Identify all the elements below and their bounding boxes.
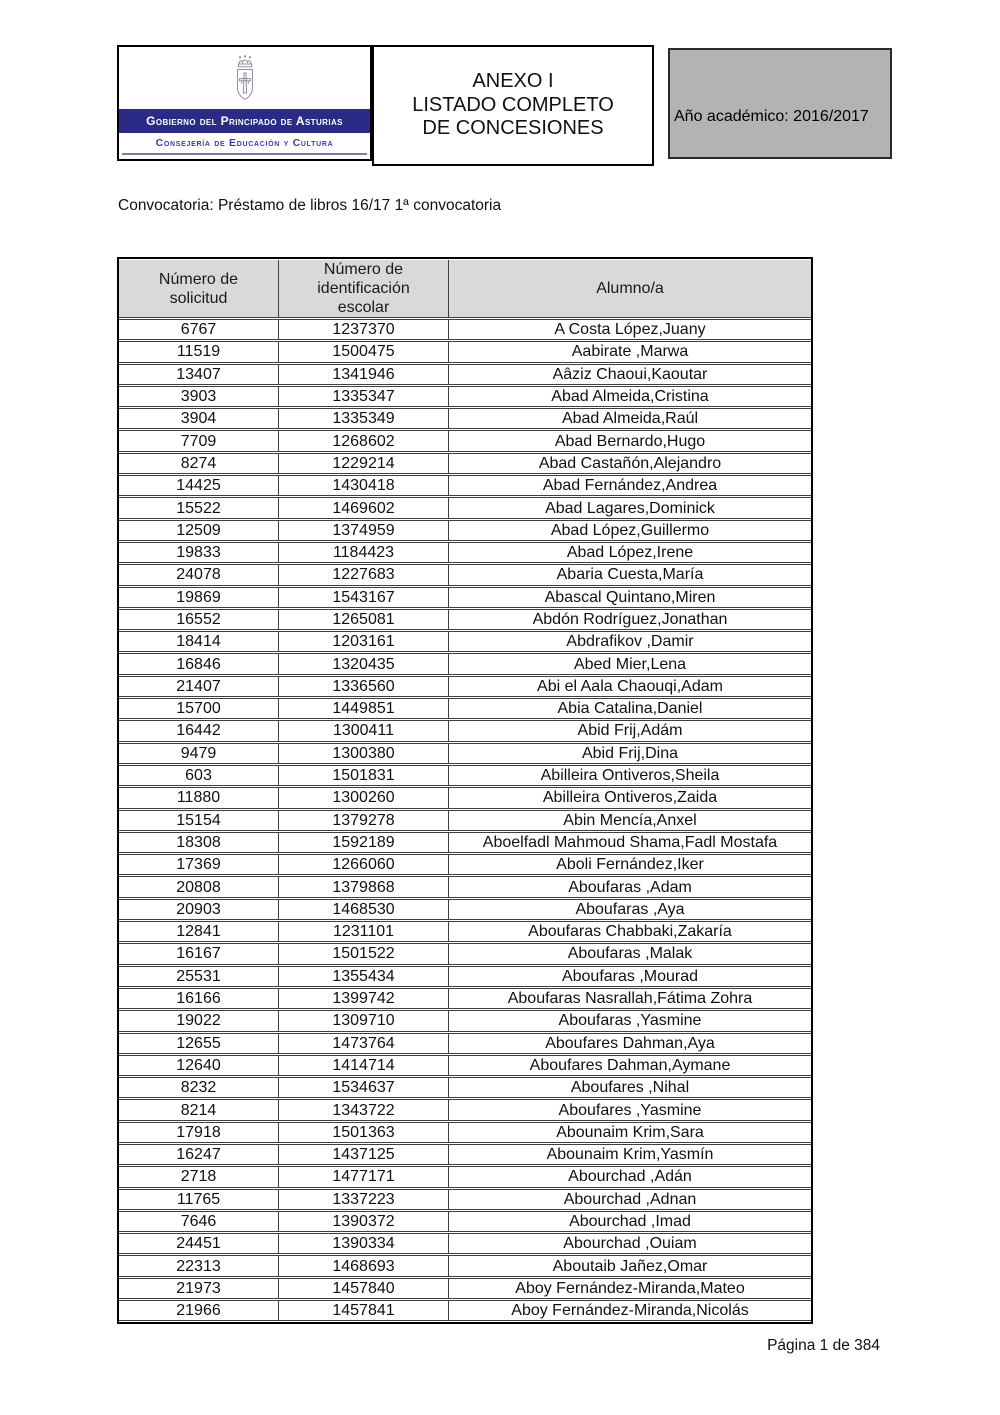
- cell-numero-identificacion: 1237370: [279, 319, 449, 340]
- table-row: [119, 653, 811, 674]
- table-row: [119, 854, 811, 875]
- cell-numero-identificacion: 1309710: [279, 1010, 449, 1031]
- cell-numero-identificacion: 1592189: [279, 832, 449, 853]
- cell-numero-solicitud: 15154: [119, 810, 279, 831]
- col-header-numero-identificacion: Número de identificación escolar: [279, 260, 449, 318]
- cell-alumno: Abounaim Krim,Yasmín: [449, 1144, 811, 1165]
- academic-year-box: [668, 48, 892, 159]
- table-row: [119, 587, 811, 608]
- cell-numero-identificacion: 1501363: [279, 1122, 449, 1143]
- cell-alumno: Abad Castañón,Alejandro: [449, 453, 811, 474]
- cell-alumno: Abourchad ,Imad: [449, 1211, 811, 1232]
- table-row: [119, 408, 811, 429]
- cell-alumno: Abad Fernández,Andrea: [449, 475, 811, 496]
- cell-alumno: Aboufaras ,Yasmine: [449, 1010, 811, 1031]
- cell-numero-identificacion: 1500475: [279, 341, 449, 362]
- table-row: [119, 1033, 811, 1054]
- cell-numero-identificacion: 1501831: [279, 765, 449, 786]
- title-line-listado: LISTADO COMPLETO: [412, 93, 614, 116]
- cell-numero-solicitud: 20808: [119, 876, 279, 897]
- cell-numero-identificacion: 1414714: [279, 1055, 449, 1076]
- cell-alumno: Abourchad ,Adán: [449, 1166, 811, 1187]
- cell-numero-solicitud: 7646: [119, 1211, 279, 1232]
- table-row: [119, 899, 811, 920]
- cell-numero-identificacion: 1437125: [279, 1144, 449, 1165]
- table-row: [119, 1233, 811, 1254]
- cell-alumno: Abourchad ,Ouiam: [449, 1233, 811, 1254]
- cell-alumno: Aboufaras ,Malak: [449, 943, 811, 964]
- cell-alumno: Abed Mier,Lena: [449, 653, 811, 674]
- table-row: [119, 743, 811, 764]
- cell-numero-solicitud: 13407: [119, 364, 279, 385]
- table-row: [119, 966, 811, 987]
- cell-numero-solicitud: 12509: [119, 520, 279, 541]
- cell-numero-identificacion: 1543167: [279, 587, 449, 608]
- cell-numero-solicitud: 22313: [119, 1255, 279, 1276]
- cell-alumno: Aboutaib Jañez,Omar: [449, 1255, 811, 1276]
- cell-numero-identificacion: 1268602: [279, 430, 449, 451]
- cell-numero-solicitud: 11880: [119, 787, 279, 808]
- table-row: [119, 364, 811, 385]
- cell-numero-identificacion: 1399742: [279, 988, 449, 1009]
- cell-alumno: Aboufares Dahman,Aymane: [449, 1055, 811, 1076]
- cell-alumno: Aboy Fernández-Miranda,Nicolás: [449, 1300, 811, 1321]
- cell-numero-identificacion: 1300411: [279, 720, 449, 741]
- cell-numero-identificacion: 1449851: [279, 698, 449, 719]
- cell-numero-identificacion: 1468530: [279, 899, 449, 920]
- table-row: [119, 921, 811, 942]
- cell-numero-solicitud: 11519: [119, 341, 279, 362]
- table-row: [119, 319, 811, 340]
- table-header-row: [119, 260, 811, 318]
- cell-numero-identificacion: 1184423: [279, 542, 449, 563]
- cell-alumno: Aboufaras Nasrallah,Fátima Zohra: [449, 988, 811, 1009]
- table-row: [119, 876, 811, 897]
- cell-numero-identificacion: 1379868: [279, 876, 449, 897]
- cell-alumno: Aabirate ,Marwa: [449, 341, 811, 362]
- table-row: [119, 988, 811, 1009]
- cell-numero-identificacion: 1335349: [279, 408, 449, 429]
- cell-alumno: Abdón Rodríguez,Jonathan: [449, 609, 811, 630]
- cell-alumno: Abilleira Ontiveros,Zaida: [449, 787, 811, 808]
- cell-alumno: Abia Catalina,Daniel: [449, 698, 811, 719]
- table-row: [119, 1122, 811, 1143]
- table-row: [119, 676, 811, 697]
- cell-numero-solicitud: 17918: [119, 1122, 279, 1143]
- convocatoria-line: Convocatoria: Préstamo de libros 16/17 1ª convocatoria: [118, 197, 502, 214]
- cell-alumno: Abaria Cuesta,María: [449, 564, 811, 585]
- cell-numero-solicitud: 6767: [119, 319, 279, 340]
- cell-alumno: Abad López,Guillermo: [449, 520, 811, 541]
- table-row: [119, 386, 811, 407]
- cell-numero-identificacion: 1501522: [279, 943, 449, 964]
- table-row: [119, 1278, 811, 1299]
- cell-numero-solicitud: 20903: [119, 899, 279, 920]
- table-row: [119, 1099, 811, 1120]
- cell-alumno: Aboufaras ,Mourad: [449, 966, 811, 987]
- cell-numero-solicitud: 16846: [119, 653, 279, 674]
- cell-numero-solicitud: 16167: [119, 943, 279, 964]
- cell-alumno: Abad Almeida,Raúl: [449, 408, 811, 429]
- logo-divider: [122, 153, 367, 155]
- cell-numero-solicitud: 8274: [119, 453, 279, 474]
- cell-alumno: Aboufares ,Nihal: [449, 1077, 811, 1098]
- cell-numero-solicitud: 16166: [119, 988, 279, 1009]
- cell-numero-solicitud: 603: [119, 765, 279, 786]
- table-row: [119, 1055, 811, 1076]
- cell-numero-solicitud: 18414: [119, 631, 279, 652]
- cell-alumno: Abad López,Irene: [449, 542, 811, 563]
- cell-numero-identificacion: 1266060: [279, 854, 449, 875]
- cell-numero-solicitud: 24451: [119, 1233, 279, 1254]
- cell-numero-solicitud: 8214: [119, 1099, 279, 1120]
- cell-numero-identificacion: 1229214: [279, 453, 449, 474]
- table-body: [119, 319, 811, 1321]
- cell-numero-solicitud: 15700: [119, 698, 279, 719]
- cell-alumno: Abad Bernardo,Hugo: [449, 430, 811, 451]
- table-row: [119, 453, 811, 474]
- asturias-crest-icon: [232, 54, 258, 106]
- cell-numero-identificacion: 1203161: [279, 631, 449, 652]
- cell-alumno: Aboufares ,Yasmine: [449, 1099, 811, 1120]
- cell-numero-identificacion: 1337223: [279, 1189, 449, 1210]
- table-row: [119, 1211, 811, 1232]
- cell-numero-solicitud: 21973: [119, 1278, 279, 1299]
- table-row: [119, 497, 811, 518]
- cell-numero-solicitud: 2718: [119, 1166, 279, 1187]
- cell-alumno: Aboelfadl Mahmoud Shama,Fadl Mostafa: [449, 832, 811, 853]
- cell-numero-solicitud: 3904: [119, 408, 279, 429]
- cell-numero-solicitud: 14425: [119, 475, 279, 496]
- cell-alumno: Aboufares Dahman,Aya: [449, 1033, 811, 1054]
- cell-alumno: Aboy Fernández-Miranda,Mateo: [449, 1278, 811, 1299]
- cell-numero-identificacion: 1534637: [279, 1077, 449, 1098]
- cell-alumno: Abascal Quintano,Miren: [449, 587, 811, 608]
- title-line-concesiones: DE CONCESIONES: [422, 117, 604, 140]
- cell-alumno: Abid Frij,Dina: [449, 743, 811, 764]
- cell-numero-solicitud: 19869: [119, 587, 279, 608]
- cell-numero-solicitud: 16247: [119, 1144, 279, 1165]
- col-header-numero-solicitud: Número de solicitud: [119, 260, 279, 318]
- cell-numero-identificacion: 1379278: [279, 810, 449, 831]
- cell-numero-solicitud: 19022: [119, 1010, 279, 1031]
- col-header-alumno: Alumno/a: [449, 260, 811, 318]
- cell-numero-identificacion: 1477171: [279, 1166, 449, 1187]
- cell-numero-identificacion: 1320435: [279, 653, 449, 674]
- government-name: Gobierno del Principado de Asturias: [119, 109, 370, 133]
- cell-alumno: Abin Mencía,Anxel: [449, 810, 811, 831]
- table-row: [119, 787, 811, 808]
- table-row: [119, 1255, 811, 1276]
- cell-numero-identificacion: 1336560: [279, 676, 449, 697]
- cell-numero-identificacion: 1457840: [279, 1278, 449, 1299]
- cell-numero-solicitud: 16552: [119, 609, 279, 630]
- cell-alumno: Aboufaras Chabbaki,Zakaría: [449, 921, 811, 942]
- cell-numero-solicitud: 15522: [119, 497, 279, 518]
- cell-numero-solicitud: 8232: [119, 1077, 279, 1098]
- cell-numero-identificacion: 1390334: [279, 1233, 449, 1254]
- table-row: [119, 564, 811, 585]
- table-row: [119, 698, 811, 719]
- cell-numero-solicitud: 12655: [119, 1033, 279, 1054]
- academic-year-label: Año académico: 2016/2017: [674, 107, 869, 125]
- cell-alumno: Abourchad ,Adnan: [449, 1189, 811, 1210]
- cell-numero-identificacion: 1265081: [279, 609, 449, 630]
- cell-numero-identificacion: 1341946: [279, 364, 449, 385]
- cell-alumno: Aboufaras ,Adam: [449, 876, 811, 897]
- cell-numero-solicitud: 24078: [119, 564, 279, 585]
- table-row: [119, 1189, 811, 1210]
- cell-numero-solicitud: 11765: [119, 1189, 279, 1210]
- cell-numero-identificacion: 1469602: [279, 497, 449, 518]
- cell-alumno: Abdrafikov ,Damir: [449, 631, 811, 652]
- page-number: Página 1 de 384: [767, 1337, 880, 1354]
- cell-alumno: Abad Almeida,Cristina: [449, 386, 811, 407]
- cell-numero-identificacion: 1355434: [279, 966, 449, 987]
- cell-numero-solicitud: 21966: [119, 1300, 279, 1321]
- title-line-annex: ANEXO I: [472, 70, 554, 93]
- cell-numero-solicitud: 21407: [119, 676, 279, 697]
- table-row: [119, 1010, 811, 1031]
- cell-numero-identificacion: 1343722: [279, 1099, 449, 1120]
- cell-numero-identificacion: 1231101: [279, 921, 449, 942]
- cell-alumno: Abid Frij,Adám: [449, 720, 811, 741]
- table-row: [119, 1300, 811, 1321]
- concessions-table: [117, 257, 813, 1324]
- cell-numero-solicitud: 12841: [119, 921, 279, 942]
- cell-alumno: Abad Lagares,Dominick: [449, 497, 811, 518]
- cell-numero-solicitud: 7709: [119, 430, 279, 451]
- table-row: [119, 341, 811, 362]
- cell-alumno: Abilleira Ontiveros,Sheila: [449, 765, 811, 786]
- table-row: [119, 430, 811, 451]
- table-row: [119, 720, 811, 741]
- cell-numero-solicitud: 25531: [119, 966, 279, 987]
- cell-numero-solicitud: 12640: [119, 1055, 279, 1076]
- asturias-logo: [117, 45, 372, 161]
- table-row: [119, 609, 811, 630]
- cell-numero-solicitud: 19833: [119, 542, 279, 563]
- cell-numero-identificacion: 1468693: [279, 1255, 449, 1276]
- document-title: [372, 45, 654, 166]
- table-row: [119, 832, 811, 853]
- table-row: [119, 765, 811, 786]
- table-row: [119, 943, 811, 964]
- cell-numero-identificacion: 1457841: [279, 1300, 449, 1321]
- table-row: [119, 542, 811, 563]
- table-row: [119, 810, 811, 831]
- cell-numero-identificacion: 1227683: [279, 564, 449, 585]
- cell-alumno: Aboufaras ,Aya: [449, 899, 811, 920]
- table-row: [119, 475, 811, 496]
- table-row: [119, 1166, 811, 1187]
- cell-alumno: Abounaim Krim,Sara: [449, 1122, 811, 1143]
- cell-numero-solicitud: 9479: [119, 743, 279, 764]
- table-row: [119, 1077, 811, 1098]
- table-row: [119, 631, 811, 652]
- table-row: [119, 1144, 811, 1165]
- department-name: Consejería de Educación y Cultura: [155, 137, 334, 149]
- cell-alumno: A Costa López,Juany: [449, 319, 811, 340]
- cell-numero-solicitud: 17369: [119, 854, 279, 875]
- cell-alumno: Abi el Aala Chaouqi,Adam: [449, 676, 811, 697]
- cell-numero-identificacion: 1300380: [279, 743, 449, 764]
- cell-numero-solicitud: 3903: [119, 386, 279, 407]
- cell-alumno: Aâziz Chaoui,Kaoutar: [449, 364, 811, 385]
- cell-numero-identificacion: 1335347: [279, 386, 449, 407]
- table-row: [119, 520, 811, 541]
- cell-numero-solicitud: 18308: [119, 832, 279, 853]
- cell-numero-solicitud: 16442: [119, 720, 279, 741]
- cell-numero-identificacion: 1390372: [279, 1211, 449, 1232]
- cell-numero-identificacion: 1473764: [279, 1033, 449, 1054]
- cell-numero-identificacion: 1430418: [279, 475, 449, 496]
- cell-numero-identificacion: 1300260: [279, 787, 449, 808]
- cell-numero-identificacion: 1374959: [279, 520, 449, 541]
- cell-alumno: Aboli Fernández,Iker: [449, 854, 811, 875]
